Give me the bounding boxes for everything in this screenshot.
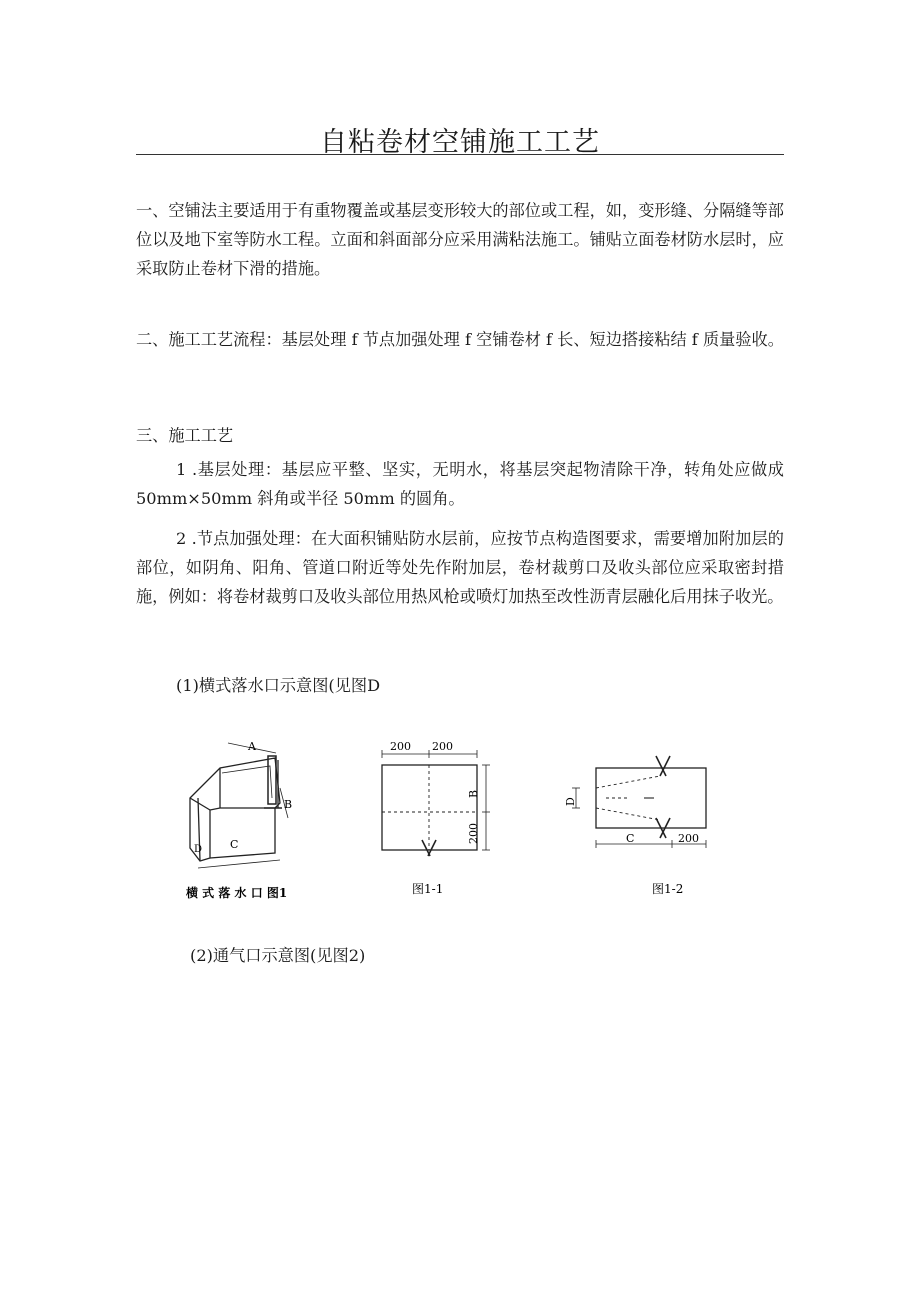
paragraph-process-flow: 二、施工工艺流程：基层处理 f 节点加强处理 f 空铺卷材 f 长、短边搭接粘结 f 质量验收。 [136,330,784,349]
fig12-dim-200: 200 [678,832,699,845]
fig1-label-b: B [284,798,293,811]
fig1-label-a: A [248,740,256,753]
document-title: 自粘卷材空铺施工工艺 [320,127,600,158]
paragraph-node-reinforcement: 2 .节点加强处理：在大面积铺贴防水层前，应按节点构造图要求，需要增加附加层的部位，如阴角、阳角、管道口附近等处先作附加层，卷材裁剪口及收头部位应采取密封措施，例如：将卷材裁剪口及收头部位用热风枪或喷灯加热至改性沥青层融化后用抹子收光。 [136,529,784,606]
title-underline [136,154,784,155]
figure-1-reference: (1)横式落水口示意图(见图D [176,676,381,695]
paragraph-intro: 一、空铺法主要适用于有重物覆盖或基层变形较大的部位或工程，如，变形缝、分隔缝等部位以及地下室等防水工程。立面和斜面部分应采用满粘法施工。铺贴立面卷材防水层时，应采取防止卷材下滑的措施。 [136,201,784,278]
fig11-dim-b: B [467,789,480,798]
fig11-dim-top-left: 200 [390,740,411,753]
fig1-label-d: D [194,844,203,855]
fig11-caption: 图1-1 [412,882,444,896]
fig12-dim-d: D [564,797,577,806]
fig11-dim-200: 200 [467,823,480,844]
figure-2-reference: (2)通气口示意图(见图2) [190,946,366,965]
paragraph-base-treatment: 1 .基层处理：基层应平整、坚实，无明水，将基层突起物清除干净，转角处应做成 50mm×50mm 斜角或半径 50mm 的圆角。 [136,460,784,508]
figure-1-sketch [190,743,288,868]
section-heading-construction: 三、施工工艺 [136,426,234,445]
fig11-dim-top-right: 200 [432,740,453,753]
fig12-dim-c: C [626,832,635,845]
fig1-label-c: C [230,838,239,851]
fig12-caption: 图1-2 [652,882,684,896]
figure-1-group [180,728,740,908]
figure-1-drawings [180,728,740,908]
fig1-caption: 横 式 落 水 口 图1 [186,886,288,900]
